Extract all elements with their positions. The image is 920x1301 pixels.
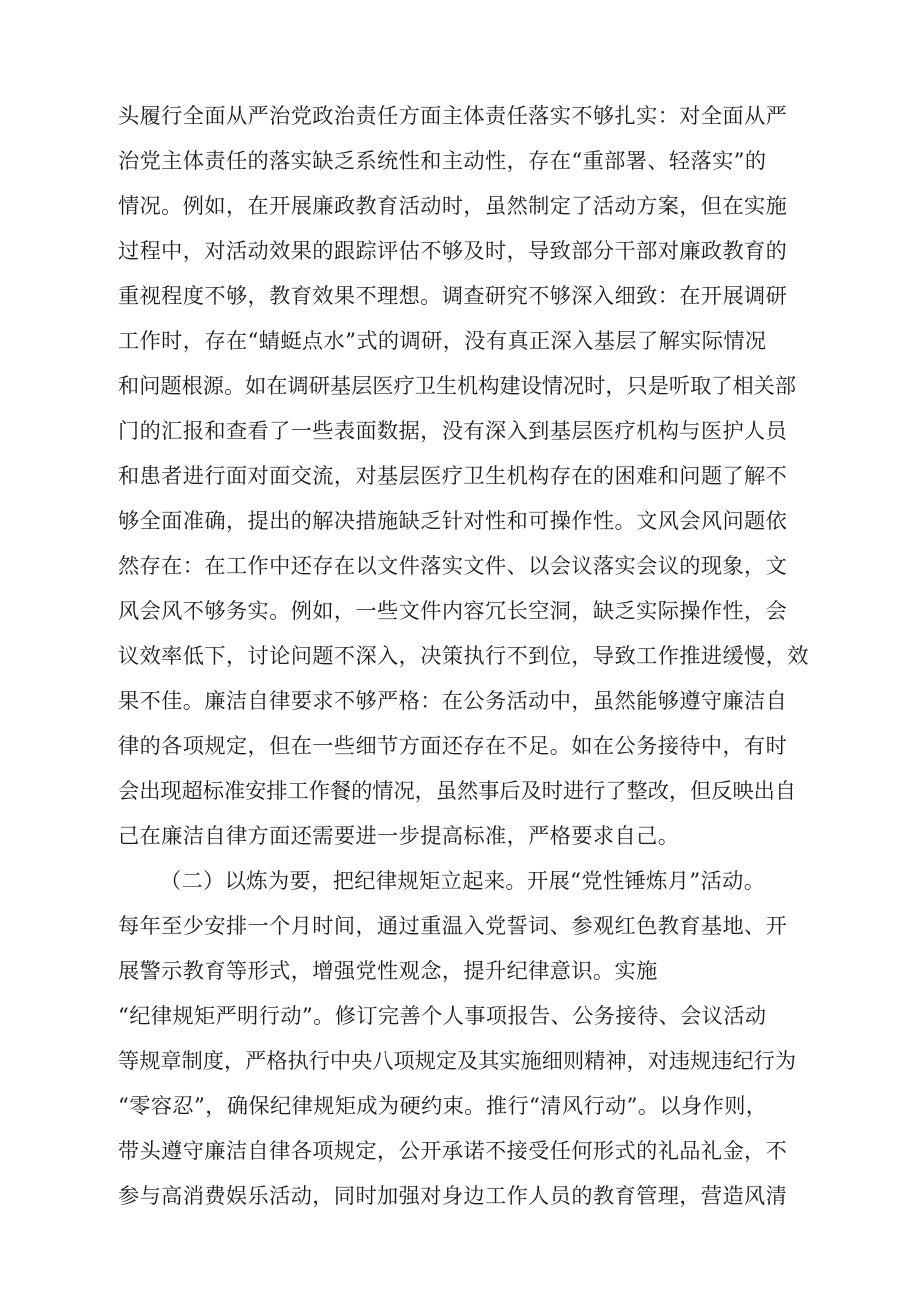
text-line: 门的汇报和查看了一些表面数据，没有深入到基层医疗机构与医护人员 — [118, 418, 788, 443]
text-line: 参与高消费娱乐活动，同时加强对身边工作人员的教育管理，营造风清 — [118, 1183, 788, 1208]
text-line: 会出现超标准安排工作餐的情况，虽然事后及时进行了整改，但反映出自 — [118, 778, 797, 803]
text-line: 每年至少安排一个月时间，通过重温入党誓词、参观红色教育基地、开 — [118, 913, 788, 938]
text-line: 和患者进行面对面交流，对基层医疗卫生机构存在的困难和问题了解不 — [118, 463, 788, 488]
section-heading-line: （二）以炼为要，把纪律规矩立起来。开展“党性锤炼月”活动。 — [160, 868, 766, 893]
text-line: 律的各项规定，但在一些细节方面还存在不足。如在公务接待中，有时 — [118, 733, 788, 758]
text-line: 议效率低下，讨论问题不深入，决策执行不到位，导致工作推进缓慢，效 — [118, 643, 809, 668]
text-line: 等规章制度，严格执行中央八项规定及其实施细则精神，对违规违纪行为 — [118, 1048, 797, 1073]
text-line: 和问题根源。如在调研基层医疗卫生机构建设情况时，只是听取了相关部 — [118, 373, 797, 398]
text-line: 过程中，对活动效果的跟踪评估不够及时，导致部分干部对廉政教育的 — [118, 238, 788, 263]
text-line: 情况。例如，在开展廉政教育活动时，虽然制定了活动方案，但在实施 — [118, 193, 788, 218]
text-line: 带头遵守廉洁自律各项规定，公开承诺不接受任何形式的礼品礼金，不 — [118, 1138, 788, 1163]
text-line: 然存在：在工作中还存在以文件落实文件、以会议落实会议的现象，文 — [118, 553, 788, 578]
text-line: “纪律规矩严明行动”。修订完善个人事项报告、公务接待、会议活动 — [118, 1003, 767, 1028]
text-line: 展警示教育等形式，增强党性观念，提升纪律意识。实施 — [118, 958, 658, 983]
text-line: 够全面准确，提出的解决措施缺乏针对性和可操作性。文风会风问题依 — [118, 508, 788, 533]
text-line: 头履行全面从严治党政治责任方面主体责任落实不够扎实：对全面从严 — [118, 103, 788, 128]
text-line: 风会风不够务实。例如，一些文件内容冗长空洞，缺乏实际操作性，会 — [118, 598, 788, 623]
text-line: 治党主体责任的落实缺乏系统性和主动性，存在“重部署、轻落实”的 — [118, 148, 767, 173]
text-line: 重视程度不够，教育效果不理想。调查研究不够深入细致：在开展调研 — [118, 283, 788, 308]
text-line: “零容忍”，确保纪律规矩成为硬约束。推行“清风行动”。以身作则， — [118, 1093, 768, 1118]
text-line: 己在廉洁自律方面还需要进一步提高标准，严格要求自己。 — [118, 823, 680, 848]
text-line: 工作时，存在“蜻蜓点水”式的调研，没有真正深入基层了解实际情况 — [118, 328, 767, 353]
text-line: 果不佳。廉洁自律要求不够严格：在公务活动中，虽然能够遵守廉洁自 — [118, 688, 788, 713]
